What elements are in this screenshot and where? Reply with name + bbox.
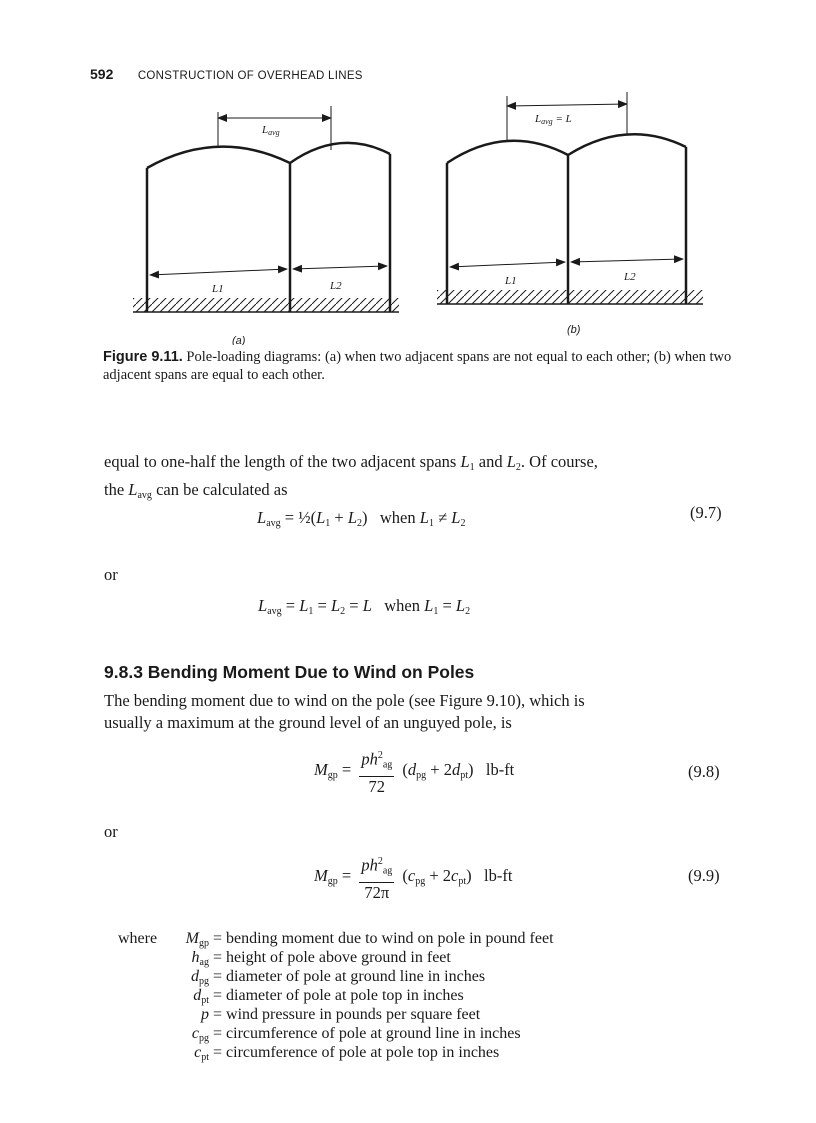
conductor-b-span2	[568, 134, 686, 155]
span-label-l2-a: L2	[330, 280, 342, 292]
conductor-a-span1	[147, 147, 290, 168]
panel-label-a: (a)	[232, 335, 246, 345]
dim-label-avg-a: Lavg	[262, 124, 280, 137]
equation-9-7: $L_{avg}$ = $\frac{1}{2}(L_1 + L_2)$ when $L_1 \ne L_2$	[257, 508, 466, 529]
figure-caption	[103, 348, 753, 384]
panel-a-diagram	[133, 106, 399, 345]
figure-caption-text: Pole-loading diagrams: (a) when two adjacent spans are not equal to each other; (b) when two adjacent spans are equal to each other.	[103, 349, 732, 383]
text-line: the $L_{avg}$ can be calculated as	[104, 480, 288, 501]
running-head: CONSTRUCTION OF OVERHEAD LINES	[137, 70, 363, 82]
dim-line-l1-a	[150, 269, 287, 275]
panel-b-diagram	[437, 92, 703, 336]
section-heading: 9.8.3 Bending Moment Due to Wind on Poles	[104, 662, 475, 682]
ground-hatch-a	[133, 298, 399, 312]
where-word: where	[118, 930, 158, 947]
dim-line-avg-b	[507, 104, 627, 106]
or-2: or	[104, 822, 118, 841]
conductor-b-span1	[447, 141, 568, 163]
paragraph-bending-moment	[104, 690, 754, 734]
equation-number-9-7: (9.7)	[690, 503, 722, 522]
ground-hatch-b	[437, 290, 703, 304]
page-number: 592	[90, 66, 114, 82]
span-label-l2-b: L2	[624, 271, 636, 283]
paragraph-spans	[104, 451, 754, 507]
figure-label: Figure 9.11.	[103, 349, 183, 365]
text-line: equal to one-half the length of the two adjacent spans $L_1$ and $L_2$. Of course,	[104, 452, 598, 473]
equation-9-9: $M_{gp}$ = $\frac{ph^2_{ag}}{72\pi}$ $(c_{pg} + 2c_{pt})$ lb-ft	[314, 852, 512, 903]
equation-number-9-8: (9.8)	[688, 762, 720, 781]
text-line: usually a maximum at the ground level of an unguyed pole, is	[104, 713, 512, 732]
span-label-l1-b: L1	[505, 275, 517, 287]
equation-avg-equal: $L_{avg} = L_1 = L_2 = L$ when $L_1 = L_2$	[258, 596, 471, 617]
dim-line-l2-b	[571, 259, 683, 262]
dim-label-avg-b: Lavg = L	[535, 113, 572, 126]
conductor-a-span2	[290, 143, 390, 163]
fraction: $\frac{ph^2_{ag}}{72}$	[359, 746, 394, 797]
text-line: The bending moment due to wind on the pole (see Figure 9.10), which is	[104, 691, 585, 710]
fraction: $\frac{ph^2_{ag}}{72\pi}$	[359, 852, 394, 903]
equation-9-8: $M_{gp}$ = $\frac{ph^2_{ag}}{72}$ $(d_{pg} + 2d_{pt})$ lb-ft	[314, 746, 514, 797]
or-1: or	[104, 565, 118, 584]
dim-line-l2-a	[293, 266, 387, 269]
span-label-l1-a: L1	[212, 283, 224, 295]
pole-loading-figure	[0, 0, 816, 345]
panel-label-b: (b)	[567, 324, 581, 336]
equation-number-9-9: (9.9)	[688, 866, 720, 885]
dim-line-l1-b	[450, 262, 565, 267]
